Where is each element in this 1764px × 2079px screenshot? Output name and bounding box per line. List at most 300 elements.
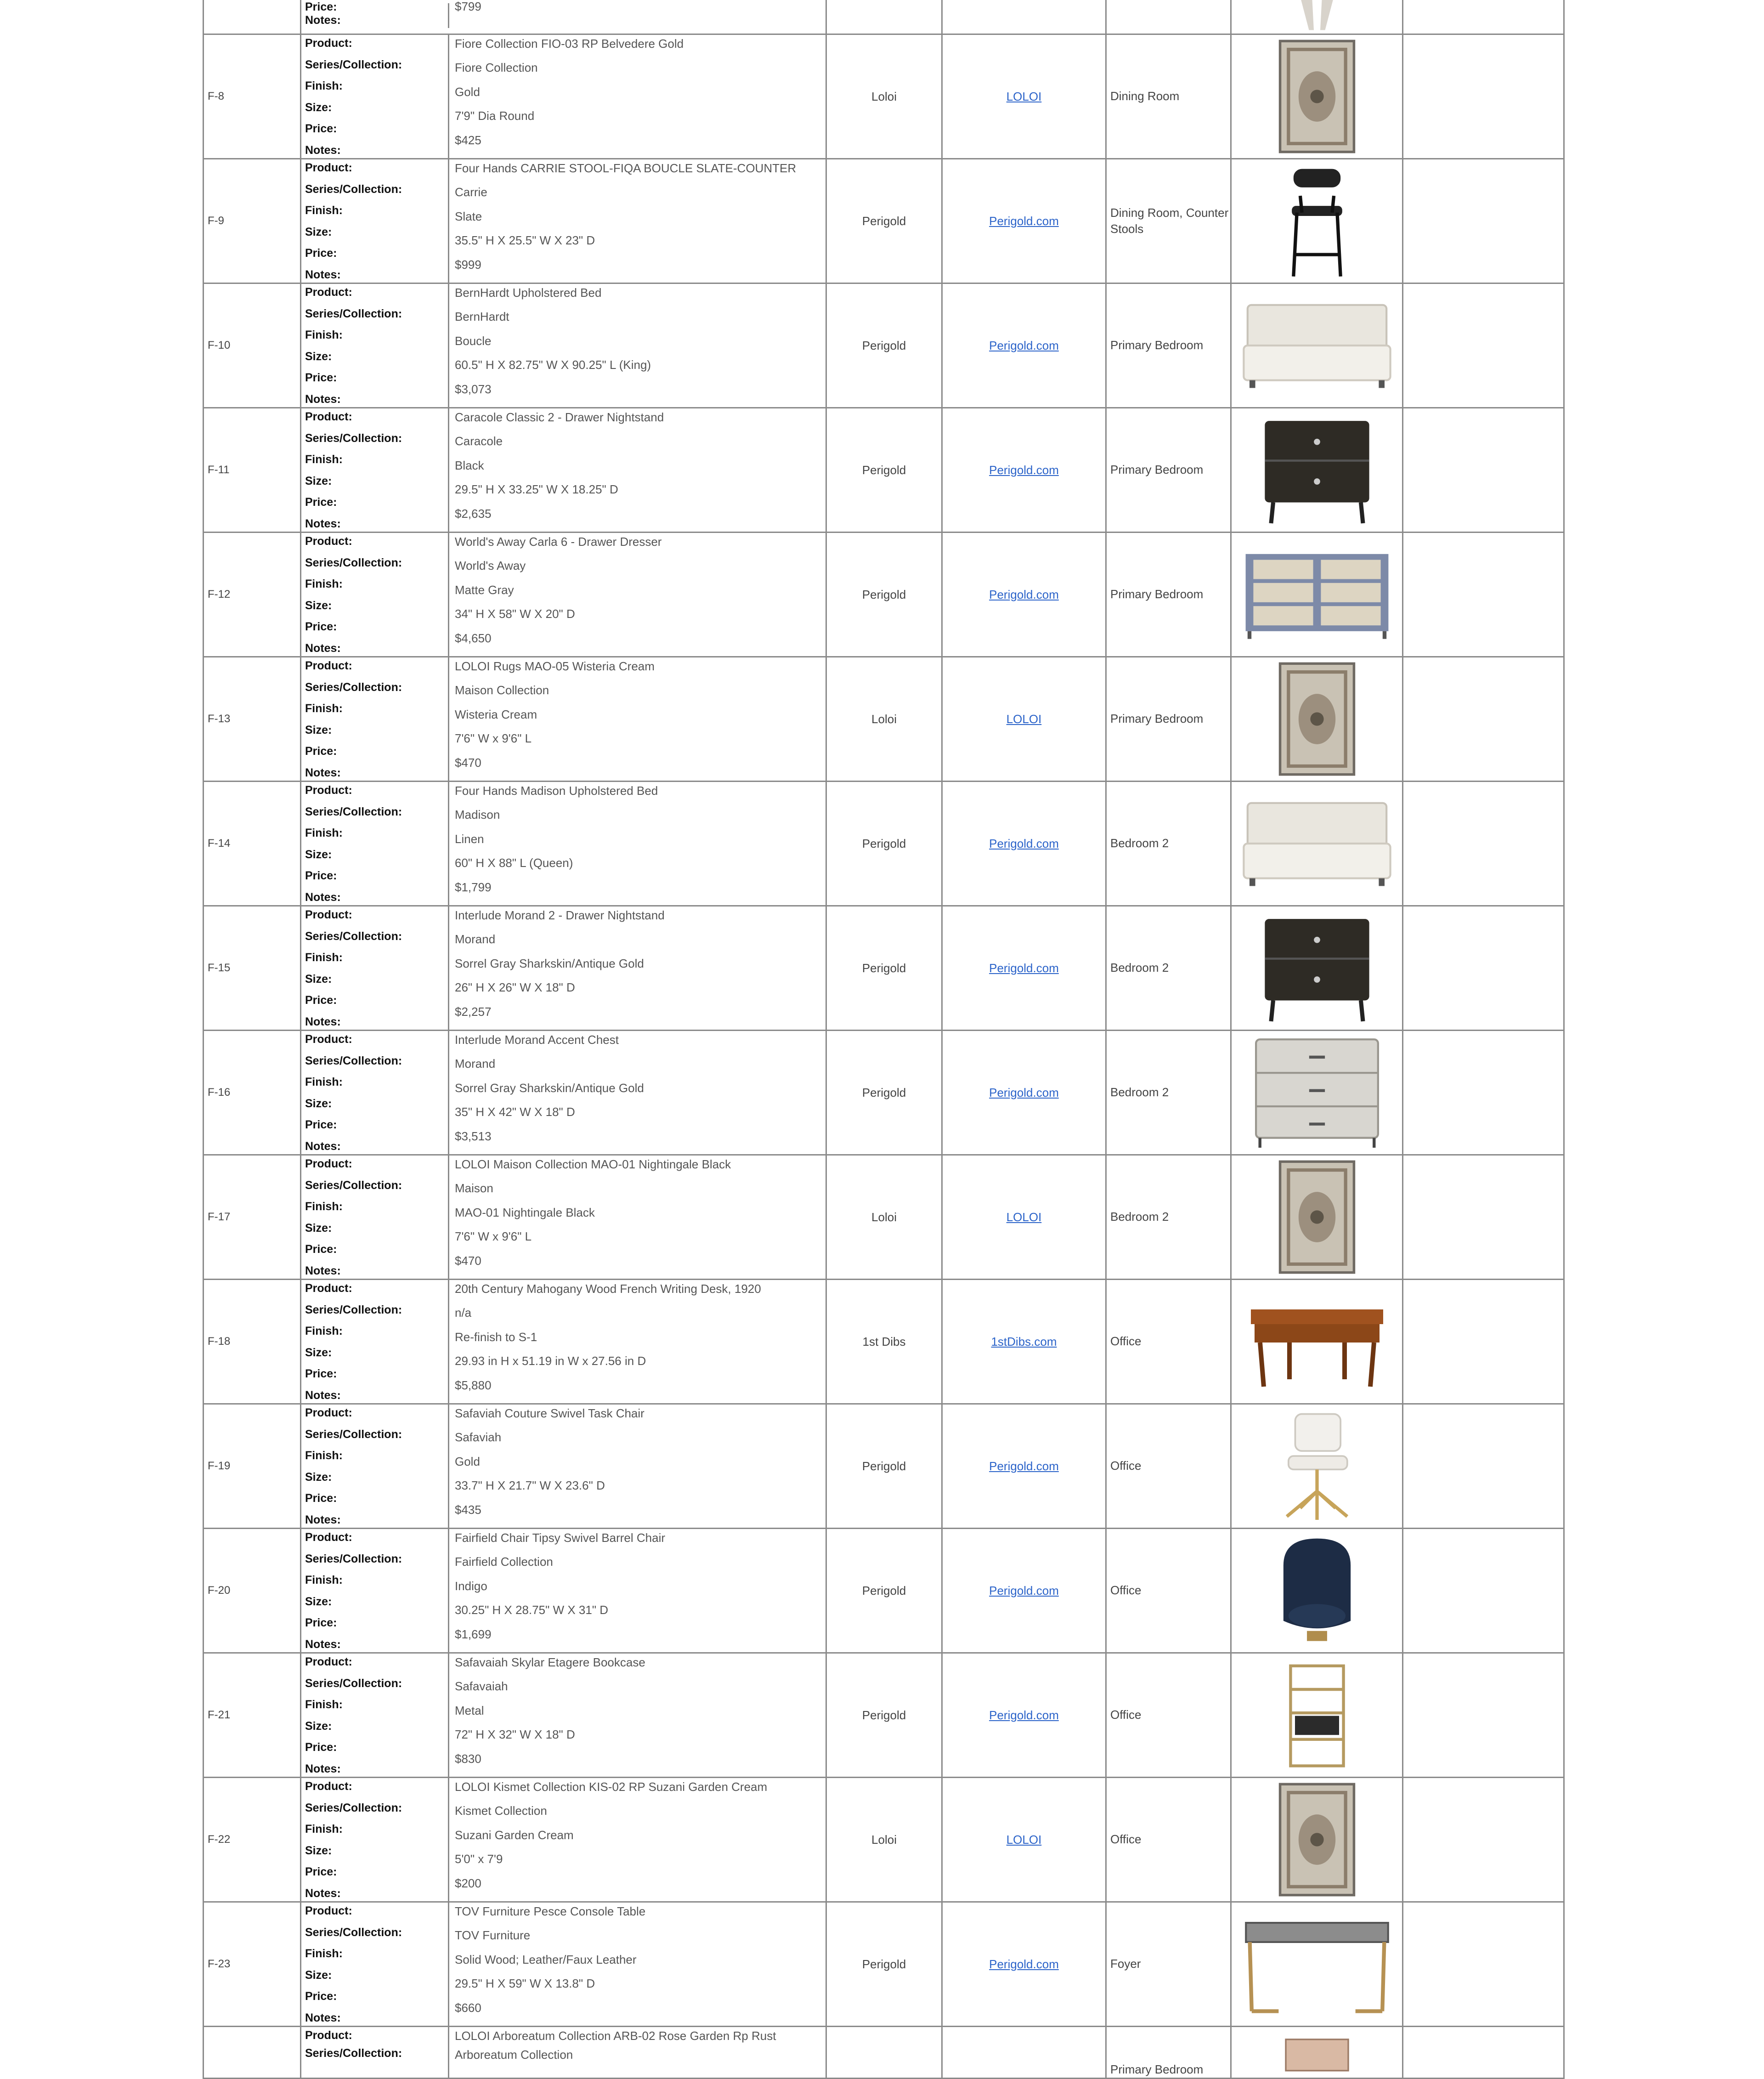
- price-label: Price:: [305, 371, 337, 385]
- series-value: TOV Furniture: [455, 1928, 531, 1943]
- finish-value: Matte Gray: [455, 583, 514, 597]
- item-code-cell: [204, 906, 301, 1031]
- table-row-f-17: [204, 1155, 1564, 1280]
- size-value: 5'0" x 7'9: [455, 1852, 503, 1866]
- notes-label: Notes:: [305, 890, 341, 904]
- desk-icon: [1244, 1289, 1391, 1394]
- room-cell: [1106, 1902, 1231, 2027]
- item-code-cell: [204, 1778, 301, 1902]
- finish-value: Re-finish to S-1: [455, 1330, 537, 1344]
- item-code-cell: [204, 1653, 301, 1778]
- room-cell: [1106, 1155, 1231, 1280]
- series-label: Series/Collection:: [305, 1552, 402, 1565]
- finish-label: Finish:: [305, 1076, 343, 1089]
- dresser-icon: [1239, 546, 1395, 643]
- series-label: Series/Collection:: [305, 1303, 402, 1316]
- vendor-name: Loloi: [871, 1210, 897, 1224]
- product-label: Product:: [305, 1282, 352, 1295]
- product-image: [1239, 1781, 1395, 1898]
- finish-value: Solid Wood; Leather/Faux Leather: [455, 1952, 637, 1966]
- size-label: Size:: [305, 101, 332, 114]
- room-cell: [1106, 283, 1231, 408]
- series-value: Arboreatum Collection: [455, 2048, 573, 2062]
- product-label: Product:: [305, 1531, 352, 1544]
- finish-label: Finish:: [305, 1698, 343, 1711]
- vendor-link[interactable]: 1stDibs.com: [991, 1334, 1057, 1348]
- notes-label: Notes:: [305, 392, 341, 406]
- finish-label: Finish:: [305, 204, 343, 217]
- item-code-cell: [204, 1031, 301, 1155]
- product-label: Product:: [305, 286, 352, 299]
- price-value: $2,635: [455, 506, 492, 521]
- size-label: Size:: [305, 1595, 332, 1608]
- size-value: 35.5" H X 25.5" W X 23" D: [455, 233, 595, 248]
- finish-value: Sorrel Gray Sharkskin/Antique Gold: [455, 1081, 644, 1095]
- vendor-cell: [826, 159, 942, 283]
- product-image: [1239, 1532, 1395, 1649]
- product-value: Four Hands CARRIE STOOL-FIQA BOUCLE SLATE-COUNTER: [455, 161, 797, 175]
- product-label: Product:: [305, 1780, 352, 1793]
- product-image: [1239, 660, 1395, 778]
- table-row-f-20: [204, 1529, 1564, 1653]
- item-code: F-18: [208, 1335, 231, 1348]
- product-value: Safavaiah Skylar Etagere Bookcase: [455, 1655, 645, 1669]
- finish-value: Boucle: [455, 334, 492, 348]
- size-value: 33.7" H X 21.7" W X 23.6" D: [455, 1479, 605, 1493]
- item-code: F-22: [208, 1833, 231, 1846]
- room-name: Primary Bedroom: [1110, 338, 1204, 352]
- link-cell: [942, 1404, 1106, 1529]
- vendor-name: Perigold: [862, 1085, 906, 1099]
- vendor-link[interactable]: LOLOI: [1006, 1832, 1042, 1847]
- room-cell: [1106, 1031, 1231, 1155]
- size-value: 29.93 in H x 51.19 in W x 27.56 in D: [455, 1354, 646, 1368]
- price-value: $1,699: [455, 1627, 492, 1641]
- finish-label: Finish:: [305, 1823, 343, 1836]
- size-label: Size:: [305, 599, 332, 612]
- series-label: Series/Collection:: [305, 431, 402, 445]
- price-value: $5,880: [455, 1378, 492, 1392]
- table-row-f-22: [204, 1778, 1564, 1902]
- item-code: F-12: [208, 588, 231, 600]
- size-value: 34" H X 58" W X 20" D: [455, 607, 575, 621]
- room-cell: [1106, 906, 1231, 1031]
- link-cell: [942, 1280, 1106, 1404]
- vendor-cell: [826, 532, 942, 657]
- series-value: Caracole: [455, 434, 503, 448]
- notes-label: Notes:: [305, 2011, 341, 2024]
- room-cell: [1106, 1529, 1231, 1653]
- series-value: Morand: [455, 1057, 496, 1071]
- room-cell: [1106, 782, 1231, 906]
- finish-label: Finish:: [305, 951, 343, 964]
- table-row-f-10: [204, 283, 1564, 408]
- item-code: F-21: [208, 1709, 231, 1721]
- product-image: [1239, 297, 1395, 394]
- item-code-cell: [204, 1529, 301, 1653]
- series-value: World's Away: [455, 559, 526, 573]
- rug-icon: [1278, 2029, 1356, 2075]
- table-row-partial-top: [204, 0, 1564, 34]
- notes-label: Notes:: [305, 1637, 341, 1651]
- bookcase-icon: [1280, 1658, 1354, 1773]
- vendor-cell: [826, 1653, 942, 1778]
- product-value: LOLOI Rugs MAO-05 Wisteria Cream: [455, 659, 655, 673]
- size-value: 29.5" H X 59" W X 13.8" D: [455, 1977, 595, 1991]
- price-value: $4,650: [455, 631, 492, 645]
- item-code-cell: [204, 1280, 301, 1404]
- price-label: Price:: [305, 1865, 337, 1879]
- series-label: Series/Collection:: [305, 556, 402, 569]
- vendor-name: Perigold: [862, 1957, 906, 1971]
- rug-icon: [1273, 1158, 1361, 1276]
- finish-label: Finish:: [305, 827, 343, 840]
- product-value: Fiore Collection FIO-03 RP Belvedere Gold: [455, 37, 684, 51]
- room-name: Primary Bedroom: [1110, 712, 1204, 726]
- link-cell: [942, 1778, 1106, 1902]
- vendor-cell: [826, 1280, 942, 1404]
- vendor-link[interactable]: Perigold.com: [989, 1085, 1059, 1099]
- price-value: $200: [455, 1876, 481, 1890]
- finish-value: Wisteria Cream: [455, 707, 537, 721]
- room-name: Bedroom 2: [1110, 836, 1169, 850]
- item-code: F-11: [208, 464, 230, 476]
- product-value: Safaviah Couture Swivel Task Chair: [455, 1406, 645, 1420]
- size-value: 72" H X 32" W X 18" D: [455, 1728, 575, 1742]
- table-row-f-16: [204, 1031, 1564, 1155]
- room-name: Primary Bedroom: [1110, 2062, 1204, 2076]
- finish-label: Finish:: [305, 1449, 343, 1462]
- link-cell: [942, 283, 1106, 408]
- finish-label: Finish:: [305, 1200, 343, 1213]
- price-value: $999: [455, 257, 481, 272]
- notes-label: Notes:: [305, 1886, 341, 1900]
- link-cell: [942, 1155, 1106, 1280]
- vendor-link[interactable]: Perigold.com: [989, 961, 1059, 975]
- table-row-f-19: [204, 1404, 1564, 1529]
- price-value: $470: [455, 1253, 481, 1268]
- link-cell: [942, 34, 1106, 159]
- price-label: Price:: [305, 1741, 337, 1754]
- notes-label: Notes:: [305, 766, 341, 779]
- price-label: Price:: [305, 0, 337, 13]
- chest-icon: [1248, 1033, 1386, 1152]
- product-image: [1239, 795, 1395, 892]
- vendor-link[interactable]: Perigold.com: [989, 1583, 1059, 1597]
- vendor-name: Perigold: [862, 1459, 906, 1473]
- product-value: TOV Furniture Pesce Console Table: [455, 1904, 646, 1918]
- table-row-f-9: [204, 159, 1564, 283]
- item-code: F-23: [208, 1958, 231, 1970]
- size-label: Size:: [305, 1968, 332, 1982]
- vendor-link[interactable]: LOLOI: [1006, 89, 1042, 103]
- link-cell: [942, 532, 1106, 657]
- finish-value: Metal: [455, 1703, 484, 1717]
- series-value: Maison: [455, 1181, 493, 1195]
- room-name: Office: [1110, 1708, 1142, 1722]
- product-label: Product:: [305, 410, 352, 423]
- room-cell: [1106, 1280, 1231, 1404]
- furniture-schedule-table: [203, 0, 1565, 2079]
- product-image: [1239, 911, 1395, 1025]
- product-label: Product:: [305, 908, 352, 921]
- notes-label: Notes:: [305, 143, 341, 157]
- size-value: 29.5" H X 33.25" W X 18.25" D: [455, 482, 618, 497]
- vendor-cell: [826, 34, 942, 159]
- link-cell: [942, 906, 1106, 1031]
- series-label: Series/Collection:: [305, 1677, 402, 1690]
- vendor-link[interactable]: LOLOI: [1006, 712, 1042, 726]
- vendor-link[interactable]: Perigold.com: [989, 463, 1059, 477]
- table-row-f-18: [204, 1280, 1564, 1404]
- size-label: Size:: [305, 723, 332, 736]
- product-value: 20th Century Mahogany Wood French Writing Desk, 1920: [455, 1282, 761, 1296]
- product-label: Product:: [305, 535, 352, 548]
- bed-icon: [1239, 297, 1395, 394]
- price-label: Price:: [305, 745, 337, 758]
- finish-value: Sorrel Gray Sharkskin/Antique Gold: [455, 956, 644, 970]
- price-label: Price:: [305, 1616, 337, 1630]
- price-value: $799: [455, 0, 481, 13]
- vendor-link[interactable]: Perigold.com: [989, 338, 1059, 352]
- price-value: $2,257: [455, 1004, 492, 1019]
- vendor-cell: [826, 657, 942, 782]
- series-label: Series/Collection:: [305, 182, 402, 196]
- room-name: Bedroom 2: [1110, 1085, 1169, 1099]
- room-name: Office: [1110, 1334, 1142, 1348]
- notes-label: Notes:: [305, 1388, 341, 1402]
- product-image: [1239, 1033, 1395, 1152]
- vendor-cell: [826, 1155, 942, 1280]
- product-label: Product:: [305, 1406, 352, 1419]
- vendor-cell: [826, 1902, 942, 2027]
- item-code: F-9: [208, 215, 224, 227]
- size-value: 7'6" W x 9'6" L: [455, 731, 532, 746]
- finish-value: Gold: [455, 1454, 480, 1468]
- stool-icon: [1271, 0, 1363, 32]
- vendor-link[interactable]: Perigold.com: [989, 1957, 1059, 1971]
- series-label: Series/Collection:: [305, 1428, 402, 1441]
- price-label: Price:: [305, 994, 337, 1007]
- vendor-name: Perigold: [862, 587, 906, 601]
- console-icon: [1239, 1911, 1395, 2017]
- size-label: Size:: [305, 225, 332, 238]
- room-name: Primary Bedroom: [1110, 463, 1204, 477]
- finish-label: Finish:: [305, 453, 343, 466]
- product-value: BernHardt Upholstered Bed: [455, 286, 602, 300]
- size-value: 7'9" Dia Round: [455, 109, 535, 123]
- product-value: World's Away Carla 6 - Drawer Dresser: [455, 535, 662, 549]
- table-row-f-15: [204, 906, 1564, 1031]
- item-code: F-10: [208, 339, 231, 351]
- stool-icon: [1273, 162, 1361, 280]
- price-label: Price:: [305, 1990, 337, 2003]
- rug-icon: [1273, 38, 1361, 155]
- series-label: Series/Collection:: [305, 929, 402, 943]
- series-value: Madison: [455, 808, 500, 822]
- finish-value: Linen: [455, 832, 484, 846]
- price-label: Price:: [305, 1492, 337, 1505]
- series-label: Series/Collection:: [305, 805, 402, 818]
- vendor-name: Loloi: [871, 1832, 897, 1847]
- product-value: Interlude Morand Accent Chest: [455, 1033, 619, 1047]
- room-name: Foyer: [1110, 1957, 1141, 1971]
- size-value: 35" H X 42" W X 18" D: [455, 1105, 575, 1119]
- price-value: $435: [455, 1502, 481, 1517]
- product-image: [1239, 413, 1395, 527]
- price-value: $3,073: [455, 382, 492, 396]
- size-value: 60.5" H X 82.75" W X 90.25" L (King): [455, 358, 651, 372]
- series-label: Series/Collection:: [305, 1178, 402, 1192]
- product-image: [1239, 1911, 1395, 2017]
- finish-label: Finish:: [305, 1947, 343, 1960]
- price-value: $425: [455, 133, 481, 147]
- room-cell: [1106, 408, 1231, 532]
- product-image: [1239, 1658, 1395, 1773]
- vendor-cell: [826, 782, 942, 906]
- table-row-f-12: [204, 532, 1564, 657]
- link-cell: [942, 1653, 1106, 1778]
- price-value: $830: [455, 1751, 481, 1766]
- product-value: Interlude Morand 2 - Drawer Nightstand: [455, 908, 665, 922]
- chair-icon: [1266, 1407, 1368, 1525]
- vendor-name: Perigold: [862, 1583, 906, 1597]
- product-label: Product:: [305, 1033, 352, 1046]
- room-name: Dining Room, Counter Stools: [1110, 205, 1229, 236]
- price-label: Price:: [305, 869, 337, 883]
- table-row-partial-bottom: [204, 2027, 1564, 2079]
- room-cell: [1106, 657, 1231, 782]
- item-code-cell: [204, 34, 301, 159]
- price-label: Price:: [305, 1118, 337, 1132]
- series-value: Kismet Collection: [455, 1804, 547, 1818]
- product-image: [1239, 0, 1395, 32]
- item-code: F-16: [208, 1086, 231, 1099]
- series-value: Maison Collection: [455, 683, 549, 697]
- series-label: Series/Collection:: [305, 307, 402, 320]
- notes-label: Notes:: [305, 1513, 341, 1526]
- room-name: Primary Bedroom: [1110, 587, 1204, 601]
- vendor-name: Perigold: [862, 338, 906, 352]
- item-code-cell: [204, 159, 301, 283]
- item-code: F-8: [208, 90, 224, 102]
- item-code-cell: [204, 408, 301, 532]
- product-value: Four Hands Madison Upholstered Bed: [455, 784, 658, 798]
- finish-value: Indigo: [455, 1579, 487, 1593]
- finish-value: Black: [455, 458, 484, 472]
- series-label: Series/Collection:: [305, 1926, 402, 1939]
- room-name: Office: [1110, 1459, 1142, 1473]
- series-label: Series/Collection:: [305, 1054, 402, 1067]
- vendor-link[interactable]: LOLOI: [1006, 1210, 1042, 1224]
- item-code: F-19: [208, 1460, 231, 1472]
- item-code-cell: [204, 0, 301, 34]
- item-code-cell: [204, 532, 301, 657]
- vendor-cell: [826, 1031, 942, 1155]
- vendor-link[interactable]: Perigold.com: [989, 836, 1059, 850]
- size-label: Size:: [305, 1719, 332, 1733]
- series-value: BernHardt: [455, 310, 509, 324]
- vendor-link[interactable]: Perigold.com: [989, 1459, 1059, 1473]
- link-cell: [942, 408, 1106, 532]
- nightstand-icon: [1253, 413, 1381, 527]
- product-label: Product:: [305, 659, 352, 672]
- room-cell: [1106, 532, 1231, 657]
- bed-icon: [1239, 795, 1395, 892]
- finish-label: Finish:: [305, 578, 343, 591]
- size-label: Size:: [305, 1844, 332, 1857]
- link-cell: [942, 782, 1106, 906]
- link-cell: [942, 657, 1106, 782]
- vendor-name: Perigold: [862, 214, 906, 228]
- product-value: Fairfield Chair Tipsy Swivel Barrel Chair: [455, 1531, 666, 1545]
- link-cell: [942, 1031, 1106, 1155]
- price-value: $470: [455, 755, 481, 770]
- size-label: Size:: [305, 350, 332, 363]
- item-code-cell: [204, 283, 301, 408]
- series-label: Series/Collection:: [305, 680, 402, 694]
- item-code-cell: [204, 657, 301, 782]
- finish-label: Finish:: [305, 702, 343, 715]
- vendor-name: 1st Dibs: [862, 1334, 906, 1348]
- room-cell: [1106, 1778, 1231, 1902]
- vendor-name: Perigold: [862, 463, 906, 477]
- size-label: Size:: [305, 474, 332, 487]
- finish-value: Suzani Garden Cream: [455, 1828, 574, 1842]
- series-value: Carrie: [455, 185, 487, 199]
- size-label: Size:: [305, 848, 332, 861]
- product-image: [1239, 162, 1395, 280]
- size-value: 26" H X 26" W X 18" D: [455, 980, 575, 995]
- size-value: 30.25" H X 28.75" W X 31" D: [455, 1603, 609, 1617]
- price-label: Price:: [305, 1243, 337, 1256]
- notes-label: Notes:: [305, 1015, 341, 1028]
- product-image: [1239, 2029, 1395, 2075]
- price-label: Price:: [305, 1367, 337, 1381]
- size-label: Size:: [305, 1470, 332, 1484]
- item-code-cell: [204, 1155, 301, 1280]
- vendor-link[interactable]: Perigold.com: [989, 1708, 1059, 1722]
- notes-label: Notes:: [305, 641, 341, 655]
- product-label: Product:: [305, 784, 352, 797]
- series-value: Morand: [455, 932, 496, 946]
- table-row-f-21: [204, 1653, 1564, 1778]
- size-value: 7'6" W x 9'6" L: [455, 1229, 532, 1244]
- table-row-f-23: [204, 1902, 1564, 2027]
- vendor-cell: [826, 906, 942, 1031]
- product-value: Caracole Classic 2 - Drawer Nightstand: [455, 410, 664, 424]
- price-label: Price:: [305, 620, 337, 634]
- price-value: $660: [455, 2000, 481, 2015]
- item-code-cell: [204, 1404, 301, 1529]
- product-label: Product:: [305, 1157, 352, 1170]
- notes-label: Notes:: [305, 1264, 341, 1277]
- item-code: F-17: [208, 1211, 231, 1223]
- product-image: [1239, 546, 1395, 643]
- price-value: $1,799: [455, 880, 492, 894]
- item-code: F-15: [208, 962, 231, 974]
- vendor-link[interactable]: Perigold.com: [989, 214, 1059, 228]
- vendor-cell: [826, 1529, 942, 1653]
- series-value: n/a: [455, 1306, 472, 1320]
- room-name: Dining Room: [1110, 89, 1180, 103]
- vendor-name: Perigold: [862, 836, 906, 850]
- room-cell: [1106, 1653, 1231, 1778]
- vendor-link[interactable]: Perigold.com: [989, 587, 1059, 601]
- finish-label: Finish:: [305, 79, 343, 93]
- finish-value: MAO-01 Nightingale Black: [455, 1205, 595, 1219]
- notes-label: Notes:: [305, 1762, 341, 1775]
